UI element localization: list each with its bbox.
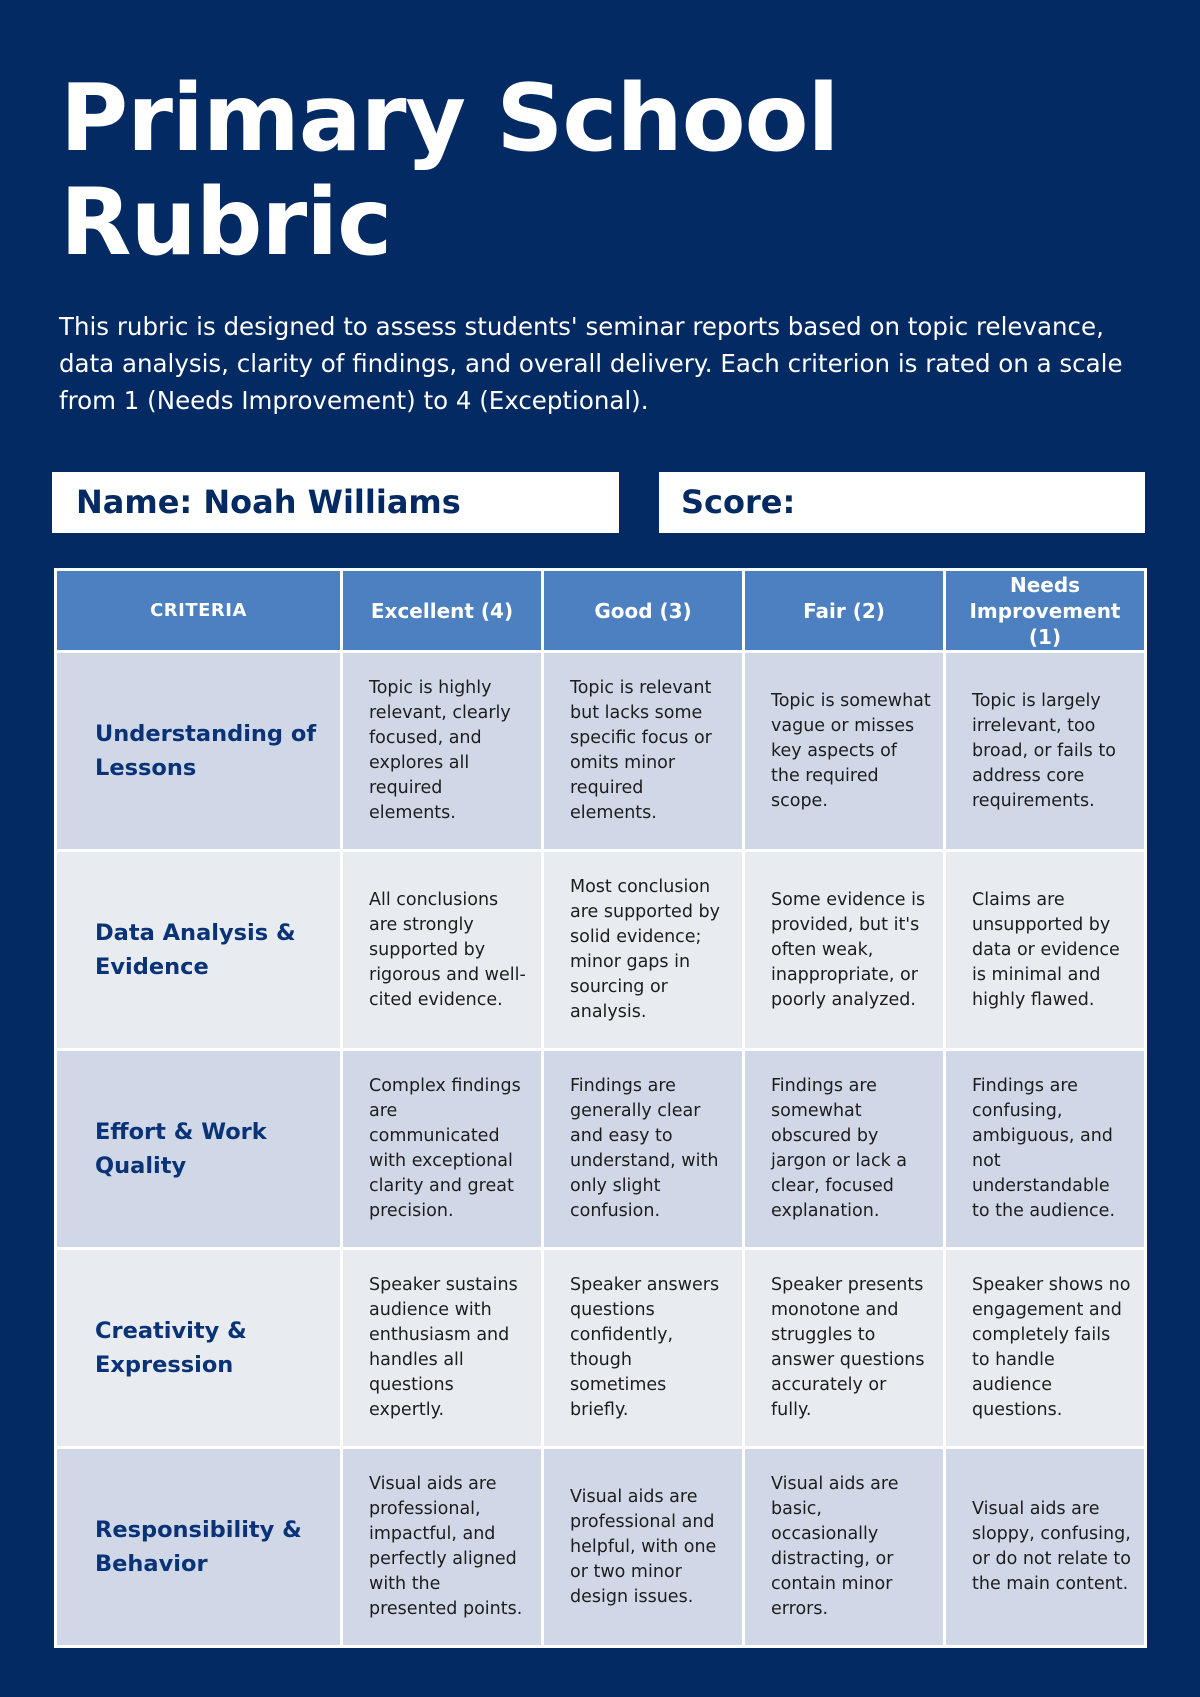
header-needs-improvement: Needs Improvement (1) [945,570,1146,652]
rating-cell-good: Findings are generally clear and easy to understand, with only slight confusion. [543,1050,744,1249]
header-good: Good (3) [543,570,744,652]
header-excellent: Excellent (4) [342,570,543,652]
rating-cell-good: Most conclusion are supported by solid evidence; minor gaps in sourcing or analysis. [543,851,744,1050]
rating-cell-needs-improvement: Claims are unsupported by data or evidence is minimal and highly flawed. [945,851,1146,1050]
rubric-description: This rubric is designed to assess students' seminar reports based on topic relevance, data analysis, clarity of findings, and overall delivery. Each criterion is rated on a scale from 1 (Needs Improvement) to 4 (Exceptional). [59,312,1123,415]
rating-cell-needs-improvement: Visual aids are sloppy, confusing, or do not relate to the main content. [945,1448,1146,1647]
rating-cell-needs-improvement: Topic is largely irrelevant, too broad, or fails to address core requirements. [945,652,1146,851]
table-row [56,851,1146,1050]
criterion-label: Responsibility & Behavior [56,1448,342,1647]
rating-cell-fair: Visual aids are basic, occasionally distracting, or contain minor errors. [744,1448,945,1647]
table-row [56,1249,1146,1448]
header-fair: Fair (2) [744,570,945,652]
rating-cell-excellent: Topic is highly relevant, clearly focused, and explores all required elements. [342,652,543,851]
rating-cell-excellent: Speaker sustains audience with enthusiasm and handles all questions expertly. [342,1249,543,1448]
rating-cell-good: Speaker answers questions confidently, though sometimes briefly. [543,1249,744,1448]
criterion-label: Understanding of Lessons [56,652,342,851]
rating-cell-fair: Some evidence is provided, but it's often weak, inappropriate, or poorly analyzed. [744,851,945,1050]
rating-cell-excellent: Visual aids are professional, impactful, and perfectly aligned with the presented points. [342,1448,543,1647]
rating-cell-needs-improvement: Findings are confusing, ambiguous, and not understandable to the audience. [945,1050,1146,1249]
rating-cell-excellent: All conclusions are strongly supported by rigorous and well-cited evidence. [342,851,543,1050]
criterion-label: Creativity & Expression [56,1249,342,1448]
rating-cell-fair: Findings are somewhat obscured by jargon or lack a clear, focused explanation. [744,1050,945,1249]
table-row [56,1050,1146,1249]
rubric-table [54,568,1147,1648]
criterion-label: Data Analysis & Evidence [56,851,342,1050]
table-header-row [56,570,1146,652]
score-field[interactable]: Score: [659,472,1145,533]
page-title: Primary School Rubric [60,64,839,276]
rating-cell-needs-improvement: Speaker shows no engagement and completely fails to handle audience questions. [945,1249,1146,1448]
rating-cell-excellent: Complex findings are communicated with exceptional clarity and great precision. [342,1050,543,1249]
table-row [56,1448,1146,1647]
student-name-field[interactable]: Name: Noah Williams [52,472,619,533]
table-row [56,652,1146,851]
rating-cell-good: Topic is relevant but lacks some specific focus or omits minor required elements. [543,652,744,851]
rating-cell-good: Visual aids are professional and helpful, with one or two minor design issues. [543,1448,744,1647]
criterion-label: Effort & Work Quality [56,1050,342,1249]
header-criteria: CRITERIA [56,570,342,652]
rating-cell-fair: Topic is somewhat vague or misses key aspects of the required scope. [744,652,945,851]
rating-cell-fair: Speaker presents monotone and struggles to answer questions accurately or fully. [744,1249,945,1448]
